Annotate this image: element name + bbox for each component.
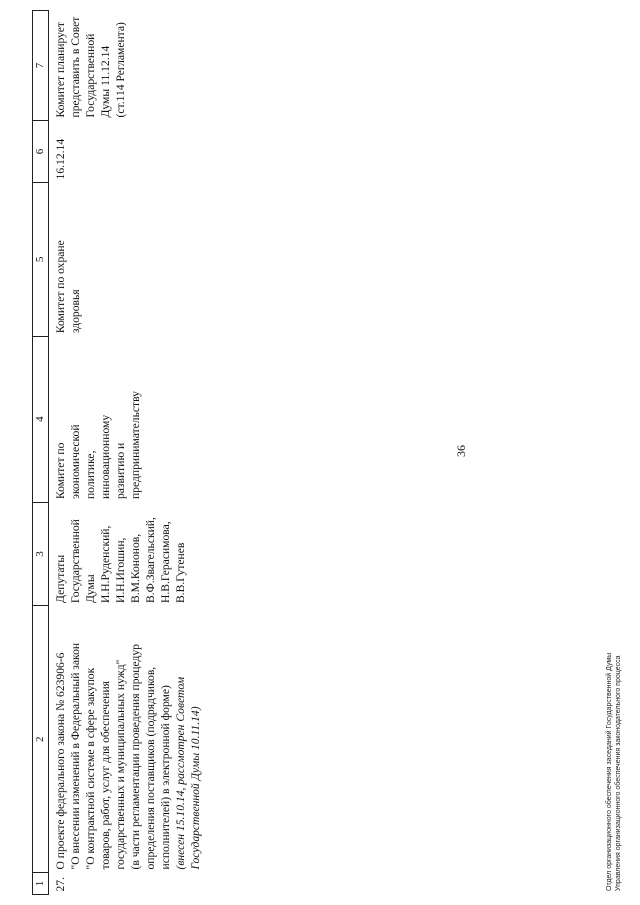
column-number: 1 [33,873,49,895]
review-date: 16.12.14 [54,138,67,180]
table-row [49,11,208,895]
responsible-committee: Комитет по экономической политике, инновационному развитию и предпринимательству [54,391,142,500]
bill-note: (внесен 15.10.14, рассмотрен Советом Государственной Думы 10.11.14) [174,676,202,870]
initiators: Депутаты Государственной Думы И.Н.Руденский, И.Н.Игошин, В.М.Кононов, В.Ф.Звагельский, Н.В.Герасимова, В.В.Гутенев [54,517,187,603]
column-number: 2 [33,606,49,873]
bill-title-cell [49,606,208,873]
column-number: 3 [33,502,49,606]
column-number: 4 [33,336,49,502]
row-number: 27. [54,877,67,892]
column-number: 7 [33,11,49,121]
footer-line: Управления организационного обеспечения законодательного процесса [615,655,622,891]
committee-plan: Комитет планирует представить в Совет Государственной Думы 11.12.14 (ст.114 Регламента) [54,16,127,118]
footer [605,653,623,891]
co-executor-committee: Комитет по охране здоровья [54,240,82,334]
column-number: 6 [33,121,49,183]
column-number-row [33,11,49,895]
footer-line: Отдел организационного обеспечения заседаний Государственной Думы [606,652,613,891]
bill-title: О проекте федерального закона № 623906-6 "О внесении изменений в Федеральный закон "О контрактной системе в сфере закупок товаров, работ, услуг для обеспечения государственных и муниципальных нужд" (в части регламентации проведения процедур определения поставщиков (подрядчиков, исполнителей) в электронной форме) [54,642,172,870]
page-number: 36 [454,445,468,457]
column-number: 5 [33,182,49,336]
bill-register-table [32,10,207,895]
